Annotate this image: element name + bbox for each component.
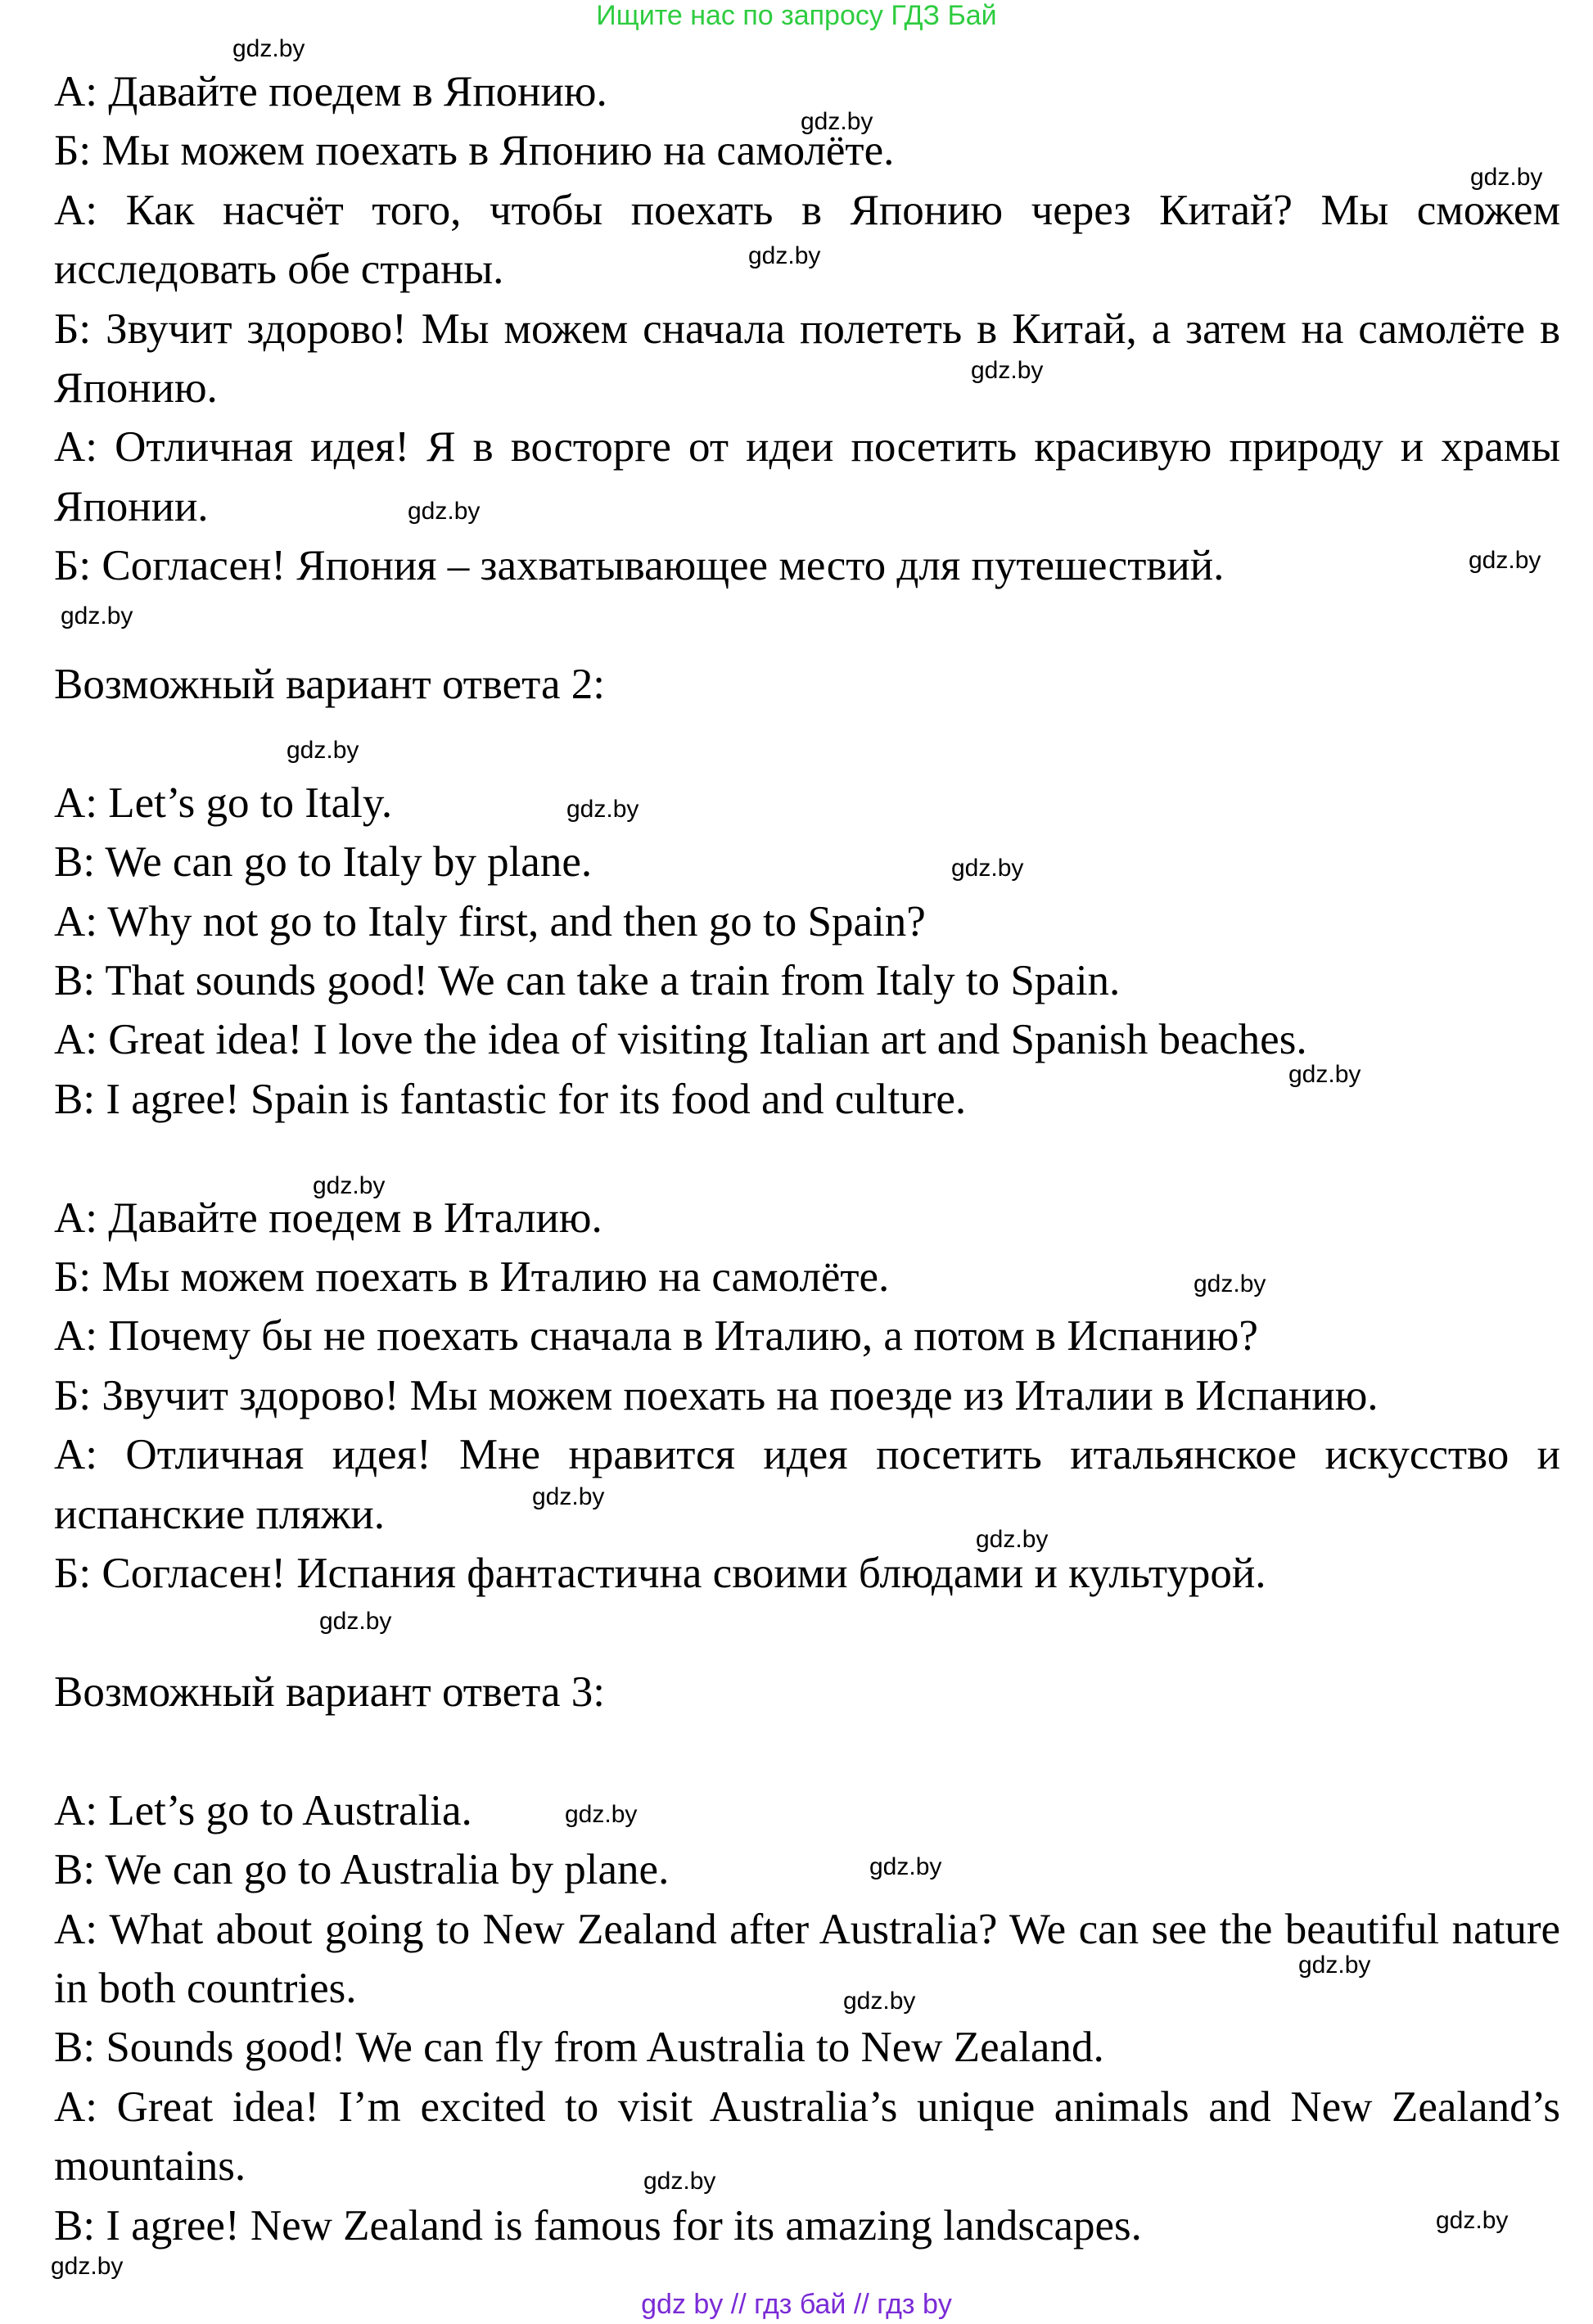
watermark: gdz.by bbox=[287, 737, 359, 764]
watermark: gdz.by bbox=[869, 1853, 942, 1880]
watermark: gdz.by bbox=[566, 796, 639, 823]
watermark: gdz.by bbox=[1194, 1270, 1266, 1297]
line-en-italy-2: B: We can go to Italy by plane. bbox=[54, 838, 593, 887]
line-en-australia-6: B: I agree! New Zealand is famous for its amazing landscapes. bbox=[54, 2201, 1142, 2250]
watermark: gdz.by bbox=[1469, 547, 1541, 574]
watermark: gdz.by bbox=[1470, 164, 1543, 191]
line-en-australia-3: A: What about going to New Zealand after Australia? We can see the beautiful nature in both countries. bbox=[54, 1905, 1560, 2012]
watermark: gdz.by bbox=[565, 1801, 638, 1828]
watermark: gdz.by bbox=[532, 1483, 605, 1510]
watermark: gdz.by bbox=[232, 35, 305, 62]
footer-banner: gdz by // гдз бай // гдз by bbox=[641, 2289, 952, 2320]
line-en-italy-3: A: Why not go to Italy first, and then go to Spain? bbox=[54, 897, 926, 945]
line-en-australia-4: B: Sounds good! We can fly from Australia to New Zealand. bbox=[54, 2024, 1104, 2072]
watermark: gdz.by bbox=[313, 1172, 386, 1199]
line-ru-italy-2: Б: Мы можем поехать в Италию на самолёте. bbox=[54, 1253, 890, 1302]
watermark: gdz.by bbox=[408, 498, 481, 525]
line-en-italy-4: B: That sounds good! We can take a train from Italy to Spain. bbox=[54, 957, 1121, 1005]
watermark: gdz.by bbox=[1288, 1061, 1361, 1088]
line-en-italy-1: A: Let’s go to Italy. bbox=[54, 778, 393, 827]
watermark: gdz.by bbox=[971, 357, 1044, 384]
line-en-australia-1: A: Let’s go to Australia. bbox=[54, 1786, 472, 1834]
watermark: gdz.by bbox=[1436, 2207, 1509, 2234]
line-ru-japan-2: Б: Мы можем поехать в Японию на самолёте. bbox=[54, 127, 895, 175]
watermark: gdz.by bbox=[976, 1526, 1049, 1553]
line-ru-italy-6: Б: Согласен! Испания фантастична своими блюдами и культурой. bbox=[54, 1550, 1266, 1598]
line-ru-japan-1: А: Давайте поедем в Японию. bbox=[54, 68, 607, 115]
watermark: gdz.by bbox=[951, 855, 1024, 882]
watermark: gdz.by bbox=[643, 2168, 716, 2195]
watermark: gdz.by bbox=[843, 1988, 916, 2015]
line-en-italy-5: A: Great idea! I love the idea of visiting Italian art and Spanish beaches. bbox=[54, 1016, 1307, 1064]
line-ru-japan-3: А: Как насчёт того, чтобы поехать в Японию через Китай? Мы сможем исследовать обе страны. bbox=[54, 186, 1560, 294]
line-ru-japan-6: Б: Согласен! Япония – захватывающее место для путешествий. bbox=[54, 542, 1225, 590]
watermark: gdz.by bbox=[748, 242, 821, 269]
line-ru-italy-4: Б: Звучит здорово! Мы можем поехать на поезде из Италии в Испанию. bbox=[54, 1371, 1379, 1419]
line-ru-japan-5: А: Отличная идея! Я в восторге от идеи посетить красивую природу и храмы Японии. bbox=[54, 423, 1560, 530]
line-ru-italy-3: А: Почему бы не поехать сначала в Италию, а потом в Испанию? bbox=[54, 1312, 1258, 1361]
line-ru-japan-4: Б: Звучит здорово! Мы можем сначала полететь в Китай, а затем на самолёте в Японию. bbox=[54, 305, 1560, 413]
line-en-australia-2: B: We can go to Australia by plane. bbox=[54, 1846, 670, 1894]
line-ru-italy-5: А: Отличная идея! Мне нравится идея посетить итальянское искусство и испанские пляжи. bbox=[54, 1431, 1560, 1538]
variant-2-heading: Возможный вариант ответа 2: bbox=[54, 661, 605, 709]
watermark: gdz.by bbox=[51, 2253, 124, 2280]
line-en-australia-5: A: Great idea! I’m excited to visit Australia’s unique animals and New Zealand’s mountains. bbox=[54, 2083, 1560, 2191]
watermark: gdz.by bbox=[1298, 1952, 1371, 1979]
line-ru-italy-1: А: Давайте поедем в Италию. bbox=[54, 1194, 602, 1242]
document-body bbox=[54, 62, 1560, 2255]
watermark: gdz.by bbox=[801, 108, 873, 135]
watermark: gdz.by bbox=[61, 602, 133, 630]
variant-3-heading: Возможный вариант ответа 3: bbox=[54, 1667, 605, 1716]
header-banner: Ищите нас по запросу ГДЗ Бай bbox=[596, 0, 997, 31]
line-en-italy-6: B: I agree! Spain is fantastic for its food and culture. bbox=[54, 1075, 967, 1123]
watermark: gdz.by bbox=[319, 1608, 392, 1635]
